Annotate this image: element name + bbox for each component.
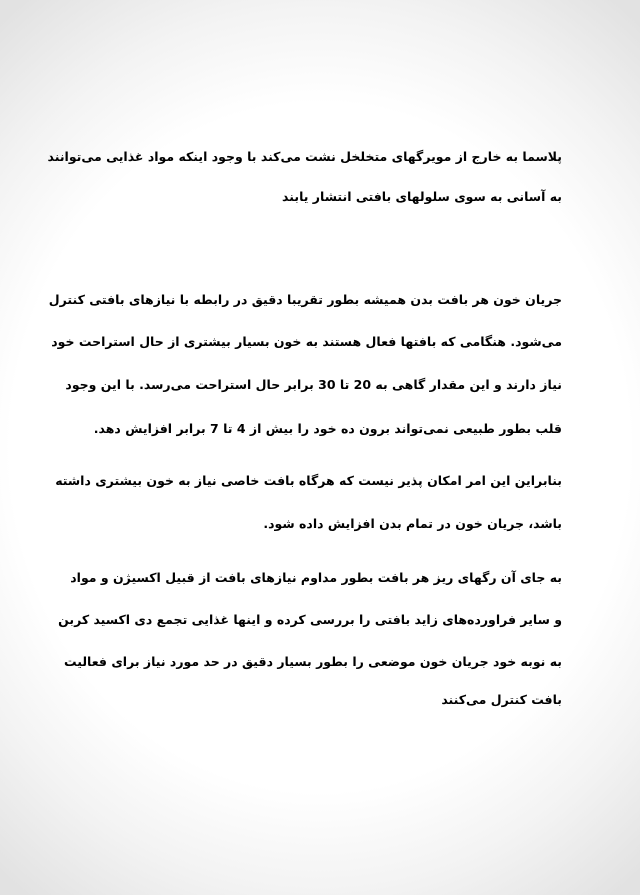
paragraph-3-line-1: بنابراین این امر امکان پذیر نیست که هرگاه بافت خاصی نیاز به خون بیشتری داشته [55, 473, 562, 488]
paragraph-4-line-1: به جای آن رگهای ریز هر بافت بطور مداوم نیازهای بافت از قبیل اکسیژن و مواد [70, 570, 562, 585]
paragraph-1-line-2: به آسانی به سوی سلولهای بافتی انتشار یابند [282, 189, 562, 204]
paragraph-2-line-1: جریان خون هر بافت بدن همیشه بطور تقریبا دقیق در رابطه با نیازهای بافتی کنترل [48, 292, 562, 307]
paragraph-2-line-2: می‌شود. هنگامی که بافتها فعال هستند به خون بسیار بیشتری از حال استراحت خود [51, 334, 562, 349]
paragraph-2-line-4: قلب بطور طبیعی نمی‌تواند برون ده خود را بیش از 4 تا 7 برابر افزایش دهد. [93, 421, 562, 436]
paragraph-2-line-3: نیاز دارند و این مقدار گاهی به 20 تا 30 برابر حال استراحت می‌رسد. با این وجود [65, 377, 562, 392]
paragraph-3-line-2: باشد، جریان خون در تمام بدن افزایش داده شود. [263, 516, 562, 531]
paragraph-4-line-3: به نوبه خود جریان خون موضعی را بطور بسیار دقیق در حد مورد نیاز برای فعالیت [64, 654, 562, 669]
paragraph-1-line-1: پلاسما به خارج از مویرگهای متخلخل نشت می‌کند با وجود اینکه مواد غذایی می‌توانند [47, 149, 562, 164]
paragraph-4-line-2: و سایر فراورده‌های زاید بافتی را بررسی کرده و اینها غذایی تجمع دی اکسید کربن [58, 612, 562, 627]
paragraph-4-line-4: بافت کنترل می‌کنند [441, 692, 562, 707]
